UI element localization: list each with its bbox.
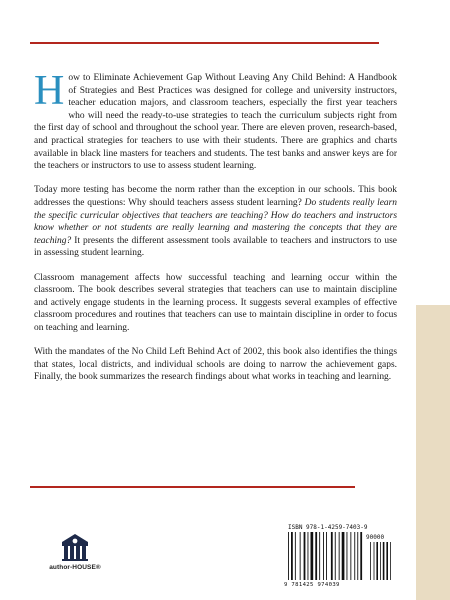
paragraph-4: With the mandates of the No Child Left Behind Act of 2002, this book also identifies the things that states, local districts, and individual schools are doing to narrow the achievement gaps. Finally, the book summarizes the research findings about what works in teaching and learning.: [34, 347, 397, 383]
price-code: 90000: [366, 534, 385, 541]
spine-strip: [416, 305, 450, 600]
bottom-divider: [30, 486, 355, 488]
isbn-text: ISBN 978-1-4259-7403-9: [288, 524, 368, 531]
top-divider: [30, 42, 379, 44]
blurb-text: [34, 68, 397, 395]
barcode-bars: [288, 532, 398, 582]
publisher-logo: [46, 532, 104, 582]
ean-digits: 9 781425 974039: [284, 582, 340, 588]
publisher-name: author-HOUSE®: [49, 564, 101, 571]
paragraph-2-italic: Do students really learn the specific curricular objectives that teachers are teaching? How do teachers and instructors know whether or not students are really learning and mastering the concepts that they are teaching?: [34, 197, 397, 246]
paragraph-2: [34, 184, 397, 260]
paragraph-3: Classroom management affects how successful teaching and learning occur within the classroom. The book describes several strategies that teachers can use to maintain discipline and actively engage students in the learning process. It suggests several examples of effective classroom procedures and routines that teachers can use to maintain discipline in order to focus on teaching and learning.: [34, 272, 397, 333]
paragraph-2-end: It presents the different assessment tools available to teachers and instructors to use in assessing student learning.: [34, 235, 397, 259]
drop-cap: H: [34, 68, 65, 114]
isbn-barcode: [280, 522, 404, 590]
paragraph-1: [34, 68, 397, 173]
paragraph-2-start: Today more testing has become the norm rather than the exception in our schools. This book addresses the questions: Why should teachers assess student learning?: [34, 185, 397, 208]
house-logo-icon: [60, 532, 90, 562]
paragraph-1-text: ow to Eliminate Achievement Gap Without Leaving Any Child Behind: A Handbook of Strategies and Best Practices was designed for college and university instructors, teacher education majors, and classroom teachers, especially the first year teachers who will need the ready-to-use strategies to teach the curriculum subjects right from the first day of school and throughout the school year. There are eleven proven, research-based, and practical strategies for teachers to use with their students. There are graphics and charts available in black line masters for teachers and students. The test banks and answer keys are for the teachers or instructors to use to assess student learning.: [34, 73, 397, 172]
